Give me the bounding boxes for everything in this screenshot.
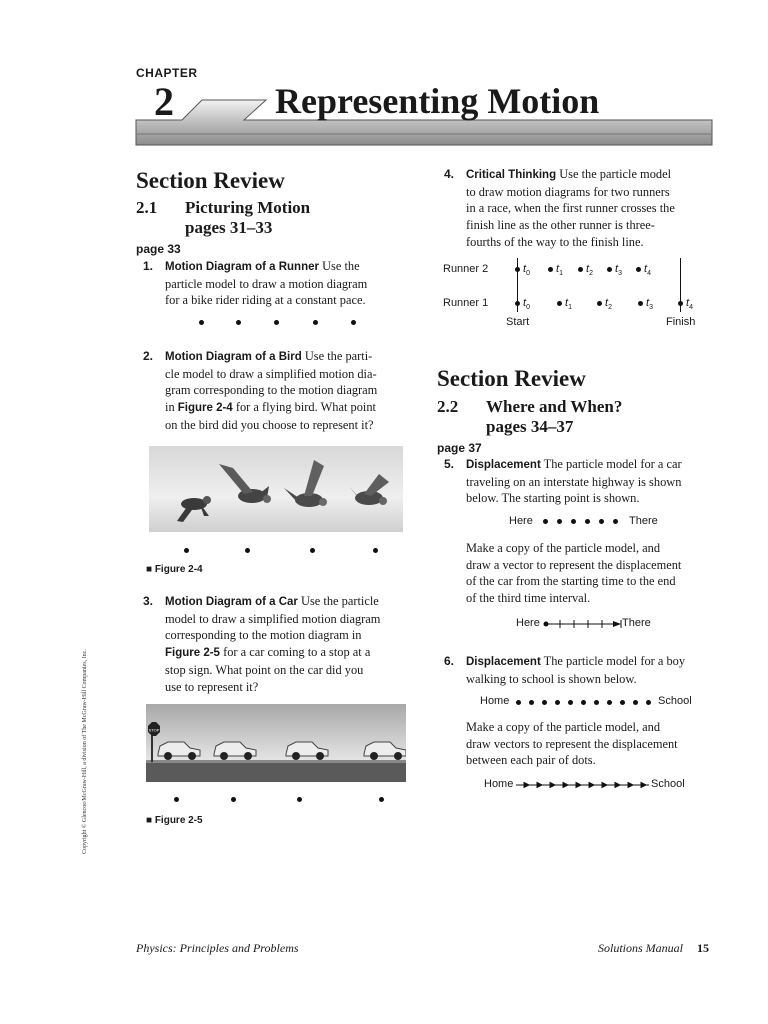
particle-dot (297, 797, 302, 802)
question-title: Motion Diagram of a Runner (165, 261, 319, 273)
page-reference: page 33 (136, 242, 181, 256)
question-text: cle model to draw a simplified motion dia- (165, 366, 377, 381)
figure-reference: Figure 2-4 (177, 402, 233, 415)
question-text: of the car from the starting time to the end (466, 574, 676, 589)
question-title: Motion Diagram of a Bird (165, 351, 302, 363)
question-4 (444, 166, 714, 251)
time-label: $t_1$ (565, 297, 572, 312)
home-label: Home (480, 695, 510, 707)
particle-dot (542, 700, 547, 705)
home-label: Home (484, 778, 514, 790)
question-number: 1. (143, 259, 154, 273)
figure-caption: ■ Figure 2-5 (146, 815, 203, 826)
there-label: There (622, 617, 651, 629)
runner-1-label: Runner 1 (443, 297, 489, 309)
particle-dot (557, 301, 562, 306)
copyright-notice: Copyright © Glencoe/McGraw-Hill, a division of The McGraw-Hill Companies, Inc. (82, 649, 88, 854)
chapter-title: Representing Motion (275, 81, 600, 121)
question-text: in (165, 400, 175, 415)
question-text: The particle model for a car (543, 457, 682, 471)
question-text: use to represent it? (165, 679, 259, 694)
time-label: $t_4$ (644, 263, 651, 278)
subsection-pages: pages 31–33 (185, 218, 273, 237)
question-text: walking to school is shown below. (466, 671, 637, 686)
footer-book-title: Physics: Principles and Problems (136, 941, 299, 955)
question-text: on the bird did you choose to represent it? (165, 417, 374, 432)
chapter-label: CHAPTER (136, 66, 198, 80)
question-text: finish line as the other runner is three- (466, 218, 655, 233)
question-1 (143, 258, 403, 309)
question-text: for a bike rider riding at a constant pace. (165, 293, 366, 308)
question-number: 3. (143, 594, 154, 608)
question-text: corresponding to the motion diagram in (165, 628, 362, 643)
question-text: between each pair of dots. (466, 753, 596, 768)
runner-2-label: Runner 2 (443, 263, 489, 275)
subsection-title: Picturing Motion (185, 198, 311, 217)
subsection-pages: pages 34–37 (486, 417, 574, 436)
section-review-heading: Section Review (136, 168, 285, 193)
time-label: $t_0$ (523, 297, 530, 312)
particle-dot (646, 700, 651, 705)
question-text: below. The starting point is shown. (466, 491, 640, 506)
time-label: $t_1$ (556, 263, 563, 278)
page-number: 15 (697, 941, 709, 955)
question-2 (143, 348, 405, 434)
particle-dot (529, 700, 534, 705)
bird-photo (149, 446, 403, 532)
question-5 (444, 456, 714, 507)
particle-dot (184, 548, 189, 553)
particle-dot (174, 797, 179, 802)
particle-dot (578, 267, 583, 272)
particle-dot (373, 548, 378, 553)
school-label: School (651, 778, 685, 790)
particle-dot (555, 700, 560, 705)
particle-dot (607, 267, 612, 272)
particle-dot (351, 320, 356, 325)
particle-dot (607, 700, 612, 705)
particle-dot (245, 548, 250, 553)
particle-dot (636, 267, 641, 272)
question-text: to draw motion diagrams for two runners (466, 184, 670, 199)
particle-dot (274, 320, 279, 325)
particle-dot (543, 519, 548, 524)
subsection-number: 2.1 (136, 198, 158, 217)
question-text: The particle model for a boy (543, 654, 686, 668)
particle-dot (231, 797, 236, 802)
particle-dot (585, 519, 590, 524)
time-label: $t_2$ (605, 297, 612, 312)
question-title: Critical Thinking (466, 169, 557, 181)
question-text: Use the (322, 259, 360, 273)
here-label: Here (516, 617, 540, 629)
particle-dot (597, 301, 602, 306)
particle-dot (633, 700, 638, 705)
question-title: Motion Diagram of a Car (165, 596, 298, 608)
particle-dot (515, 301, 520, 306)
question-3 (143, 593, 407, 695)
particle-dot (678, 301, 683, 306)
particle-dot (594, 700, 599, 705)
here-label: Here (509, 515, 533, 527)
particle-dot (557, 519, 562, 524)
question-text: fourths of the way to the finish line. (466, 234, 644, 249)
question-text: particle model to draw a motion diagram (165, 276, 368, 291)
question-text: draw a vector to represent the displacement (466, 557, 682, 572)
stop-sign-text: STOP (148, 727, 160, 733)
question-text: of the third time interval. (466, 591, 591, 606)
particle-dot (571, 519, 576, 524)
particle-dot (236, 320, 241, 325)
particle-dot (199, 320, 204, 325)
subsection-title: Where and When? (486, 397, 623, 416)
particle-dot (310, 548, 315, 553)
question-6-instructions (466, 719, 716, 769)
question-number: 4. (444, 167, 455, 181)
question-title: Displacement (466, 656, 541, 668)
particle-dot (581, 700, 586, 705)
particle-dot (515, 267, 520, 272)
particle-dot (379, 797, 384, 802)
question-text: model to draw a simplified motion diagram (165, 611, 381, 626)
time-label: $t_2$ (586, 263, 593, 278)
finish-label: Finish (666, 316, 696, 328)
question-text: Make a copy of the particle model, and (466, 541, 661, 555)
particle-dot (313, 320, 318, 325)
question-text: gram corresponding to the motion diagram (165, 383, 378, 398)
displacement-vector (543, 618, 623, 630)
section-review-heading: Section Review (437, 366, 586, 391)
particle-dot (620, 700, 625, 705)
question-5-instructions (466, 540, 716, 607)
question-title: Displacement (466, 459, 541, 471)
question-text: in a race, when the first runner crosses the (466, 201, 675, 216)
car-photo (146, 704, 406, 782)
page-reference: page 37 (437, 441, 482, 455)
particle-dot (638, 301, 643, 306)
question-text: traveling on an interstate highway is shown (466, 474, 682, 489)
question-text: Use the parti- (304, 349, 373, 363)
question-number: 2. (143, 349, 154, 363)
figure-reference: Figure 2-5 (165, 647, 220, 660)
figure-caption: ■ Figure 2-4 (146, 564, 203, 575)
particle-dot (568, 700, 573, 705)
there-label: There (629, 515, 658, 527)
question-text: Make a copy of the particle model, and (466, 720, 661, 734)
question-text: Use the particle model (559, 167, 672, 181)
displacement-vectors (515, 779, 651, 791)
question-text: Use the particle (301, 594, 379, 608)
particle-dot (516, 700, 521, 705)
school-label: School (658, 695, 692, 707)
particle-dot (613, 519, 618, 524)
time-label: $t_0$ (523, 263, 530, 278)
footer-manual-title: Solutions Manual (598, 941, 684, 955)
question-text: draw vectors to represent the displacement (466, 736, 678, 751)
question-number: 6. (444, 654, 455, 668)
subsection-number: 2.2 (437, 397, 459, 416)
particle-dot (548, 267, 553, 272)
question-text: for a flying bird. What point (235, 400, 376, 415)
question-text: for a car coming to a stop at a (223, 645, 371, 660)
start-label: Start (506, 316, 530, 328)
time-label: $t_3$ (615, 263, 622, 278)
question-6 (444, 653, 714, 687)
time-label: $t_4$ (686, 297, 693, 312)
question-text: stop sign. What point on the car did you (165, 662, 364, 677)
chapter-number: 2 (154, 79, 174, 124)
time-label: $t_3$ (646, 297, 653, 312)
question-number: 5. (444, 457, 455, 471)
particle-dot (599, 519, 604, 524)
